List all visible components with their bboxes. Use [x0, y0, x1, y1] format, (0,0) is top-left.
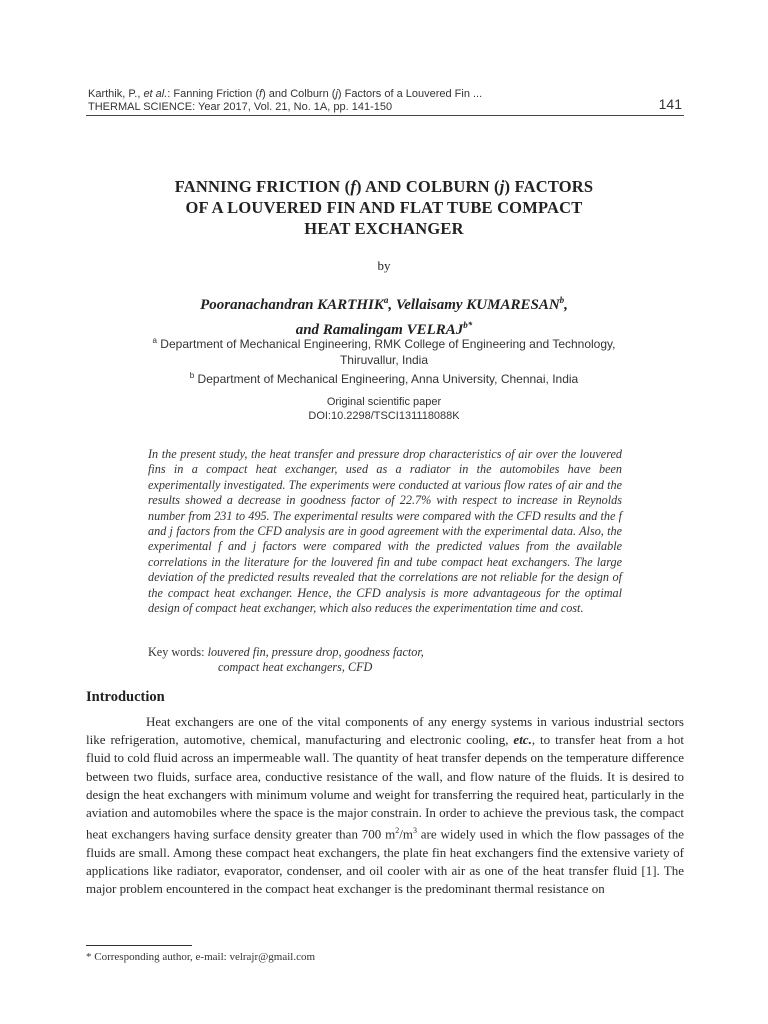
running-header — [88, 88, 684, 114]
rh-title-b: ) and Colburn ( — [262, 88, 336, 100]
title-part-c: ) FACTORS — [504, 177, 594, 196]
affil-a-sup: a — [152, 336, 157, 345]
author-3: Ramalingam VELRAJ — [322, 322, 464, 338]
para-unit: /m — [399, 826, 413, 842]
footnote: * Corresponding author, e-mail: velrajr@gmail.com — [86, 951, 316, 963]
author-3-sup: b* — [463, 320, 473, 330]
body-text — [86, 713, 684, 898]
affil-b-sup: b — [189, 371, 195, 380]
rh-title-c: ) Factors of a Louvered Fin ... — [337, 88, 483, 100]
affil-b: Department of Mechanical Engineering, Anna University, Chennai, India — [194, 372, 579, 386]
author-1-sup: a — [383, 295, 389, 305]
para-part-b: , to transfer heat from a hot fluid to cold fluid across an impermeable wall. The quantity of heat transfer depends on the temperature difference between two fluids, surface area, conductive resistance of the wall, and flow nature of the fluids. It is desired to design the heat exchangers with minimum volume and weight for transferring the required heat, particularly in the aviation and automobiles where the space is the major constrain. In order to achieve the previous task, the compact heat exchangers having surface density greater than 700 m — [86, 732, 684, 842]
affiliations — [90, 333, 678, 387]
author-2: Vellaisamy KUMARESAN — [395, 297, 560, 313]
author-2-sup: b — [559, 295, 565, 305]
rh-f: f — [259, 88, 263, 100]
title-f: f — [350, 177, 357, 196]
rh-etal: et al. — [143, 88, 168, 100]
rh-j: j — [335, 88, 338, 100]
para-part-c: are widely used in which the flow passages of the fluids are small. Among these compact heat exchangers, the plate fin heat exchangers find the extensive variety of applications like radiator, evaporator, condenser, and oil cooler with air as one of the heat transfer fluid [1]. The major problem encountered in the compact heat exchanger is the predominant thermal resistance on — [86, 826, 685, 897]
keywords-line1: louvered fin, pressure drop, goodness factor, — [207, 645, 424, 659]
by-label: by — [377, 258, 391, 273]
paper-meta — [0, 395, 768, 423]
running-header-line1 — [88, 88, 482, 100]
title-part-b: ) AND COLBURN ( — [356, 177, 500, 196]
title-line3: HEAT EXCHANGER — [304, 219, 464, 238]
author-sep: , — [564, 297, 568, 313]
abstract — [148, 447, 622, 616]
title-part-a: FANNING FRICTION ( — [174, 177, 351, 196]
sup-3: 3 — [412, 826, 417, 836]
abstract-text: In the present study, the heat transfer and pressure drop characteristics of air over the louvered fins in a compact heat exchanger, used as a radiator in the automobiles have been experimentally investigated. The experiments were conducted at various flow rates of air and the results showed a decrease in goodness factor of 22.7% with respect to increase in Reynolds number from 231 to 495. The experimental results were compared with the CFD results and the f and j factors from the CFD analysis are in good agreement with the experimental data. Also, the experimental f and j factors were compared with the predicted values from the available correlations in the literature for the louvered fin and tube compact heat exchangers. The large deviation of the predicted results revealed that the correlations are not reliable for the design of the compact heat exchanger. Hence, the CFD analysis is more advantageous for the optimal design of compact heat exchanger, which also reduces the experimentation time and cost. — [148, 447, 622, 616]
sup-2: 2 — [395, 826, 400, 836]
para-part-a: Heat exchangers are one of the vital components of any energy systems in various industrial sectors like refrigeration, automotive, chemical, manufacturing and electronic cooling, — [86, 714, 684, 748]
keywords — [148, 645, 622, 676]
author-1: Pooranachandran KARTHIK — [200, 297, 384, 313]
affil-a-city: Thiruvallur, India — [339, 353, 429, 367]
paper-title — [90, 176, 678, 239]
paragraph — [86, 713, 684, 898]
journal-citation: THERMAL SCIENCE: Year 2017, Vol. 21, No. 1A, pp. 141-150 — [88, 101, 393, 113]
title-j: j — [499, 177, 505, 196]
author-sep: , — [388, 297, 396, 313]
doi: DOI:10.2298/TSCI131118088K — [308, 410, 460, 422]
rh-authors: Karthik, P., — [88, 88, 144, 100]
affil-a: Department of Mechanical Engineering, RMK College of Engineering and Technology, — [156, 337, 616, 351]
author-and: and — [295, 322, 323, 338]
keywords-label: Key words: — [148, 645, 208, 659]
page-number: 141 — [658, 96, 682, 112]
title-line2: OF A LOUVERED FIN AND FLAT TUBE COMPACT — [185, 198, 583, 217]
footnote-rule — [86, 945, 192, 946]
section-heading: Introduction — [86, 689, 165, 705]
para-etc: etc. — [513, 732, 532, 748]
paper-type: Original scientific paper — [326, 396, 442, 408]
rh-title-a: : Fanning Friction ( — [167, 88, 259, 100]
header-rule — [86, 115, 684, 116]
keywords-line2: compact heat exchangers, CFD — [218, 660, 373, 675]
